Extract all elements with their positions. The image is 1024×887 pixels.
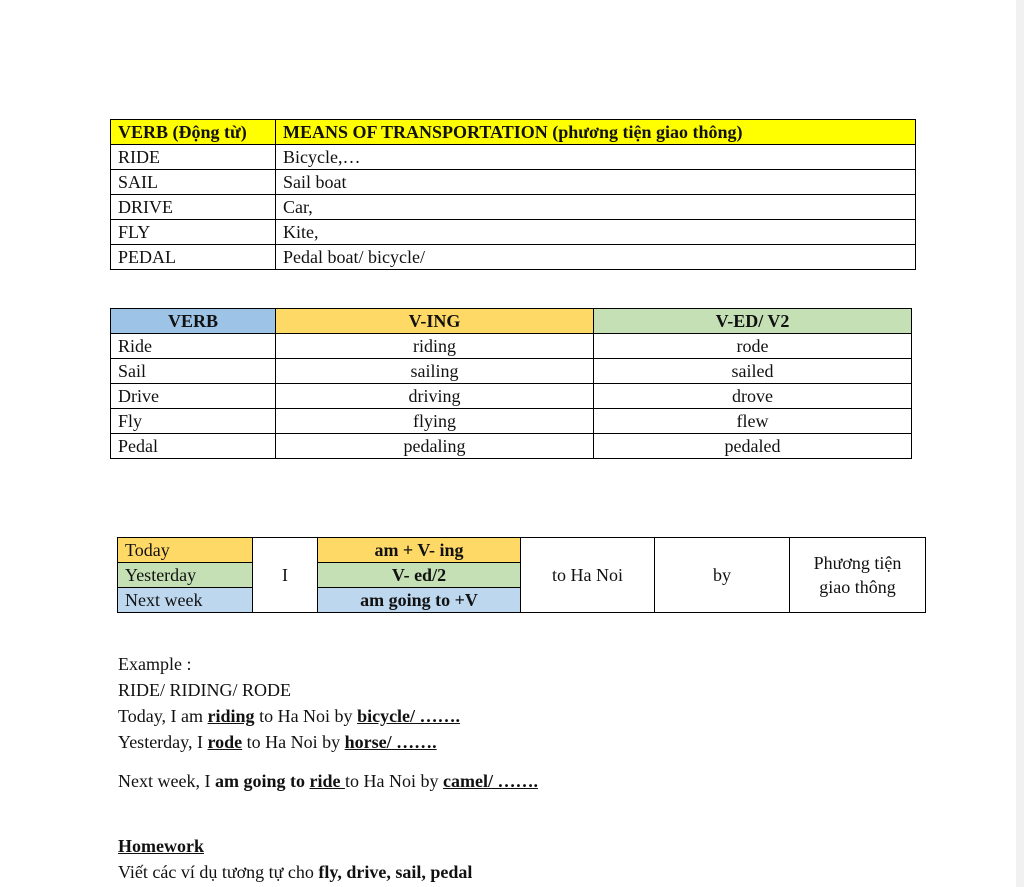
time-today: Today (118, 538, 253, 563)
means-cell: Kite, (276, 220, 916, 245)
means-cell: Car, (276, 195, 916, 220)
verb-cell: PEDAL (111, 245, 276, 270)
homework-title: Homework (118, 836, 204, 856)
ved-cell: rode (594, 334, 912, 359)
form-present: am + V- ing (318, 538, 521, 563)
example-forms-line: RIDE/ RIDING/ RODE (118, 680, 291, 700)
example-line-3 (118, 768, 538, 794)
means-cell: Bicycle,… (276, 145, 916, 170)
text-span: to Ha Noi by (344, 771, 443, 791)
table-row (118, 538, 926, 563)
means-emphasis: horse/ ……. (344, 732, 437, 752)
subject-cell: I (253, 538, 318, 613)
example-line-1 (118, 703, 460, 729)
header-ving: V-ING (276, 309, 594, 334)
ving-cell: sailing (276, 359, 594, 384)
table-row (111, 170, 916, 195)
means-emphasis: camel/ ……. (442, 771, 538, 791)
verb-cell: SAIL (111, 170, 276, 195)
table-header-row (111, 120, 916, 145)
table-row (111, 195, 916, 220)
verb-emphasis: am going to (214, 771, 305, 791)
table-row (111, 409, 912, 434)
table-row (111, 245, 916, 270)
text-span: to Ha Noi by (242, 732, 345, 752)
table-row (111, 334, 912, 359)
scrollbar-track[interactable] (1016, 0, 1024, 887)
text-span: Viết các ví dụ tương tự cho (118, 862, 319, 882)
destination-cell: to Ha Noi (521, 538, 655, 613)
homework-instruction (118, 859, 472, 885)
verb-cell: Drive (111, 384, 276, 409)
header-means: MEANS OF TRANSPORTATION (phương tiện giao thông) (276, 120, 916, 145)
ved-cell: flew (594, 409, 912, 434)
verb-cell: DRIVE (111, 195, 276, 220)
ved-cell: sailed (594, 359, 912, 384)
homework-verbs: fly, drive, sail, pedal (318, 862, 473, 882)
means-emphasis: bicycle/ ……. (357, 706, 461, 726)
verb-emphasis: riding (207, 706, 255, 726)
form-past: V- ed/2 (318, 563, 521, 588)
means-cell: Pedal boat/ bicycle/ (276, 245, 916, 270)
verb-forms-table (110, 308, 912, 459)
sentence-structure-table (117, 537, 926, 613)
means-cell: Sail boat (276, 170, 916, 195)
ved-cell: pedaled (594, 434, 912, 459)
verb-emphasis: ride (309, 771, 345, 791)
form-future: am going to +V (318, 588, 521, 613)
table-row (111, 145, 916, 170)
table-row (111, 384, 912, 409)
verb-transport-table (110, 119, 916, 270)
verb-cell: Sail (111, 359, 276, 384)
table-row (111, 359, 912, 384)
text-span: to Ha Noi by (254, 706, 358, 726)
ving-cell: pedaling (276, 434, 594, 459)
ving-cell: driving (276, 384, 594, 409)
verb-cell: Ride (111, 334, 276, 359)
time-next-week: Next week (118, 588, 253, 613)
table-row (111, 434, 912, 459)
header-verb: VERB (111, 309, 276, 334)
verb-cell: Pedal (111, 434, 276, 459)
by-cell: by (655, 538, 790, 613)
ving-cell: riding (276, 334, 594, 359)
header-ved: V-ED/ V2 (594, 309, 912, 334)
text-span: Today, I am (118, 706, 208, 726)
verb-cell: Fly (111, 409, 276, 434)
text-span: Yesterday, I (118, 732, 208, 752)
header-verb: VERB (Động từ) (111, 120, 276, 145)
table-header-row (111, 309, 912, 334)
verb-cell: RIDE (111, 145, 276, 170)
time-yesterday: Yesterday (118, 563, 253, 588)
verb-emphasis: rode (207, 732, 243, 752)
verb-cell: FLY (111, 220, 276, 245)
ving-cell: flying (276, 409, 594, 434)
table-row (111, 220, 916, 245)
example-line-2 (118, 729, 437, 755)
text-span: Next week, I (118, 771, 215, 791)
means-cell: Phương tiện giao thông (790, 538, 926, 613)
ved-cell: drove (594, 384, 912, 409)
example-label: Example : (118, 654, 192, 674)
